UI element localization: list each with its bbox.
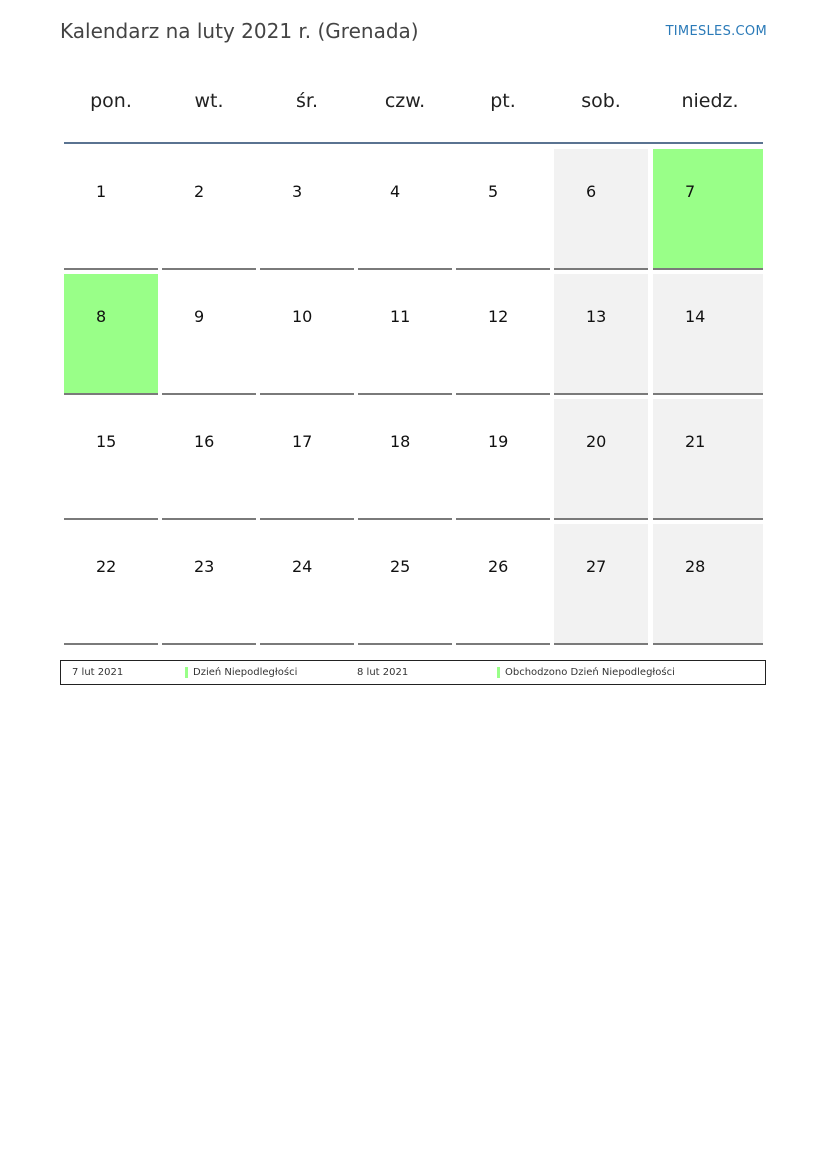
calendar-day-cell: [64, 524, 158, 645]
day-number: 1: [96, 182, 107, 201]
calendar-day-cell: [162, 274, 256, 395]
day-number: 9: [194, 307, 205, 326]
calendar-day-cell: [162, 524, 256, 645]
day-number: 24: [292, 557, 313, 576]
legend-date-1: 7 lut 2021: [72, 667, 124, 678]
calendar-day-cell: [358, 149, 452, 270]
calendar-day-cell: [260, 149, 354, 270]
calendar-day-cell: [554, 149, 648, 270]
weekday-header-row: [64, 90, 763, 120]
calendar-day-cell: [358, 524, 452, 645]
day-number: 3: [292, 182, 303, 201]
day-number: 10: [292, 307, 313, 326]
day-number: 14: [685, 307, 706, 326]
legend-name-2: Obchodzono Dzień Niepodległości: [505, 667, 675, 678]
calendar-day-cell: [554, 524, 648, 645]
calendar-day-cell: [260, 274, 354, 395]
calendar-day-cell: [554, 399, 648, 520]
brand-link[interactable]: TIMESLES.COM: [665, 24, 767, 39]
day-number: 26: [488, 557, 509, 576]
day-number: 7: [685, 182, 696, 201]
calendar-day-cell: [358, 399, 452, 520]
day-number: 25: [390, 557, 411, 576]
legend-name-1: Dzień Niepodległości: [193, 667, 298, 678]
legend-date-2: 8 lut 2021: [357, 667, 409, 678]
legend-color-swatch-2: [497, 667, 500, 678]
holiday-legend: [60, 660, 766, 685]
weekday-tue: wt.: [194, 90, 224, 112]
day-number: 18: [390, 432, 411, 451]
page-title: Kalendarz na luty 2021 r. (Grenada): [60, 19, 419, 43]
weekday-wed: śr.: [295, 90, 318, 112]
day-number: 23: [194, 557, 215, 576]
calendar-day-cell: [358, 274, 452, 395]
calendar-day-cell: [64, 149, 158, 270]
calendar-day-cell: [456, 399, 550, 520]
calendar-day-cell: [554, 274, 648, 395]
day-number: 6: [586, 182, 597, 201]
calendar-day-cell: [162, 149, 256, 270]
calendar-day-cell: [653, 524, 763, 645]
calendar-day-cell: [64, 274, 158, 395]
calendar-day-cell: [260, 399, 354, 520]
calendar-day-cell: [456, 274, 550, 395]
legend-color-swatch-1: [185, 667, 188, 678]
day-number: 27: [586, 557, 607, 576]
calendar-day-cell: [456, 524, 550, 645]
day-number: 2: [194, 182, 205, 201]
header-divider: [64, 142, 763, 144]
weekday-sat: sob.: [581, 90, 621, 112]
day-number: 28: [685, 557, 706, 576]
calendar-day-cell: [260, 524, 354, 645]
weekday-thu: czw.: [384, 90, 426, 112]
calendar-day-cell: [162, 399, 256, 520]
day-number: 8: [96, 307, 107, 326]
day-number: 5: [488, 182, 499, 201]
day-number: 15: [96, 432, 117, 451]
weekday-fri: pt.: [490, 90, 516, 112]
day-number: 17: [292, 432, 313, 451]
day-number: 16: [194, 432, 215, 451]
calendar-day-cell: [653, 149, 763, 270]
weekday-mon: pon.: [90, 90, 132, 112]
calendar-day-cell: [64, 399, 158, 520]
day-number: 22: [96, 557, 117, 576]
day-number: 21: [685, 432, 706, 451]
calendar-day-cell: [456, 149, 550, 270]
day-number: 20: [586, 432, 607, 451]
calendar-day-cell: [653, 399, 763, 520]
day-number: 12: [488, 307, 509, 326]
day-number: 4: [390, 182, 401, 201]
calendar-day-cell: [653, 274, 763, 395]
day-number: 11: [390, 307, 411, 326]
weekday-sun: niedz.: [681, 90, 739, 112]
day-number: 13: [586, 307, 607, 326]
day-number: 19: [488, 432, 509, 451]
calendar-grid: [64, 149, 764, 649]
